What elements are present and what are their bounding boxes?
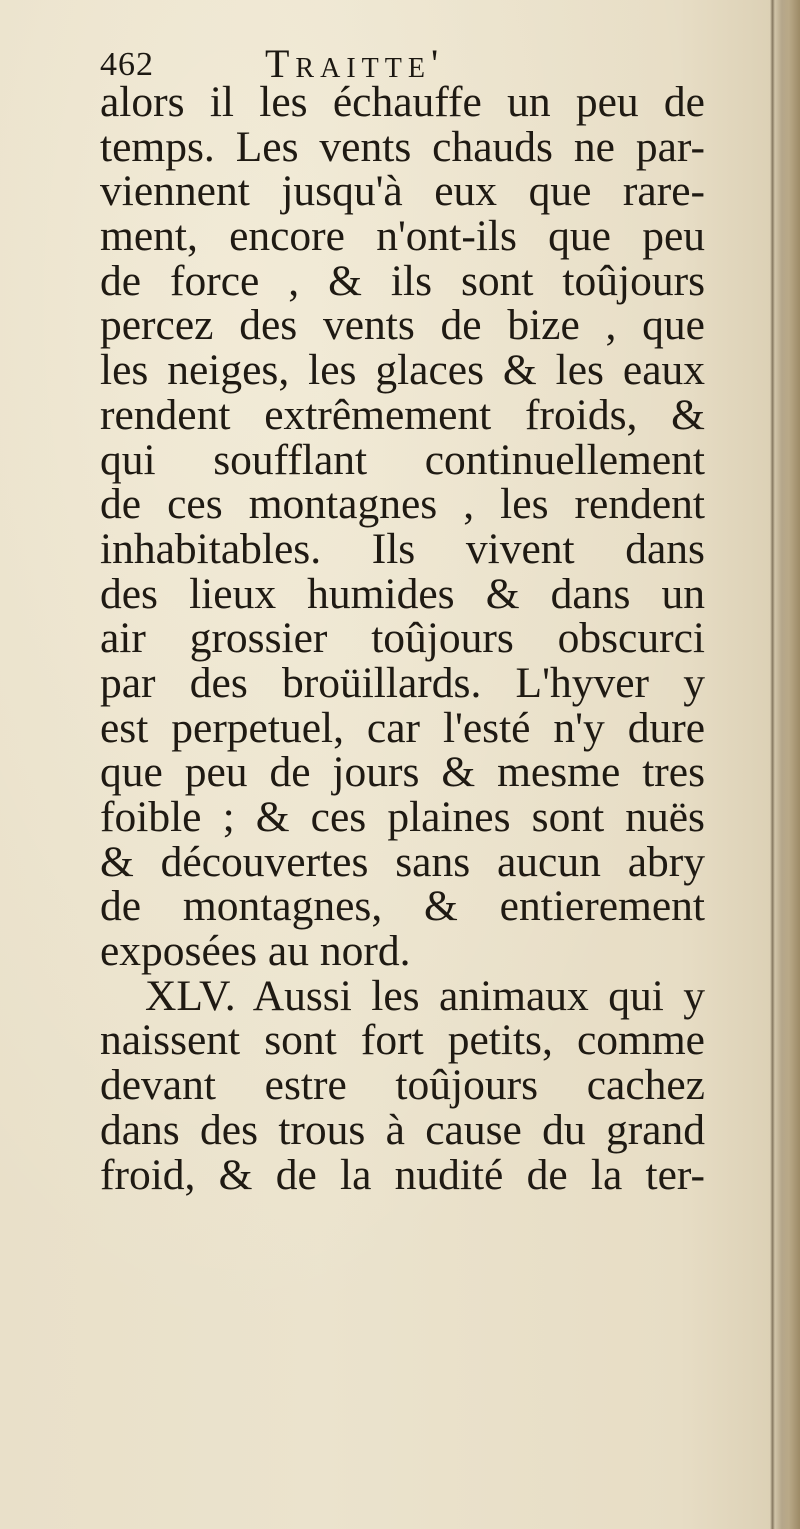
text-line: ment, encore n'ont-ils que peu <box>100 212 705 261</box>
text-line: froid, & de la nudité de la ter- <box>100 1150 705 1199</box>
text-line: foible ; & ces plaines sont nuës <box>100 793 705 841</box>
body-text <box>100 80 705 1197</box>
text-line: des lieux humides & dans un <box>100 569 705 618</box>
text-line: alors il les échauffe un peu de <box>100 78 705 126</box>
text-line: qui soufflant continuellement <box>100 435 705 484</box>
text-line: XLV. Aussi les animaux qui y <box>145 971 705 1020</box>
text-line: devant estre toûjours cachez <box>100 1061 705 1110</box>
text-line: dans des trous à cause du grand <box>100 1105 705 1154</box>
text-line: inhabitables. Ils vivent dans <box>100 524 705 573</box>
text-line: percez des vents de bize , que <box>100 301 705 350</box>
text-line: par des broüillards. L'hyver y <box>100 658 705 707</box>
text-line: air grossier toûjours obscurci <box>100 614 705 663</box>
text-line: de montagnes, & entierement <box>100 882 705 931</box>
text-line: temps. Les vents chauds ne par- <box>100 122 705 171</box>
text-line: de ces montagnes , les rendent <box>100 480 705 529</box>
text-line: de force , & ils sont toûjours <box>100 256 705 305</box>
text-line: naissent sont fort petits, comme <box>100 1016 705 1065</box>
page-edge <box>772 0 800 1529</box>
text-line: que peu de jours & mesme tres <box>100 748 705 797</box>
running-title: Traitte' <box>265 41 445 86</box>
text-line: viennent jusqu'à eux que rare- <box>100 167 705 216</box>
text-line: rendent extrêmement froids, & <box>100 390 705 439</box>
page-number: 462 <box>100 46 154 83</box>
text-line: est perpetuel, car l'esté n'y dure <box>100 703 705 752</box>
text-line: les neiges, les glaces & les eaux <box>100 346 705 395</box>
text-line: & découvertes sans aucun abry <box>100 837 705 886</box>
text-line: exposées au nord. <box>100 927 411 976</box>
